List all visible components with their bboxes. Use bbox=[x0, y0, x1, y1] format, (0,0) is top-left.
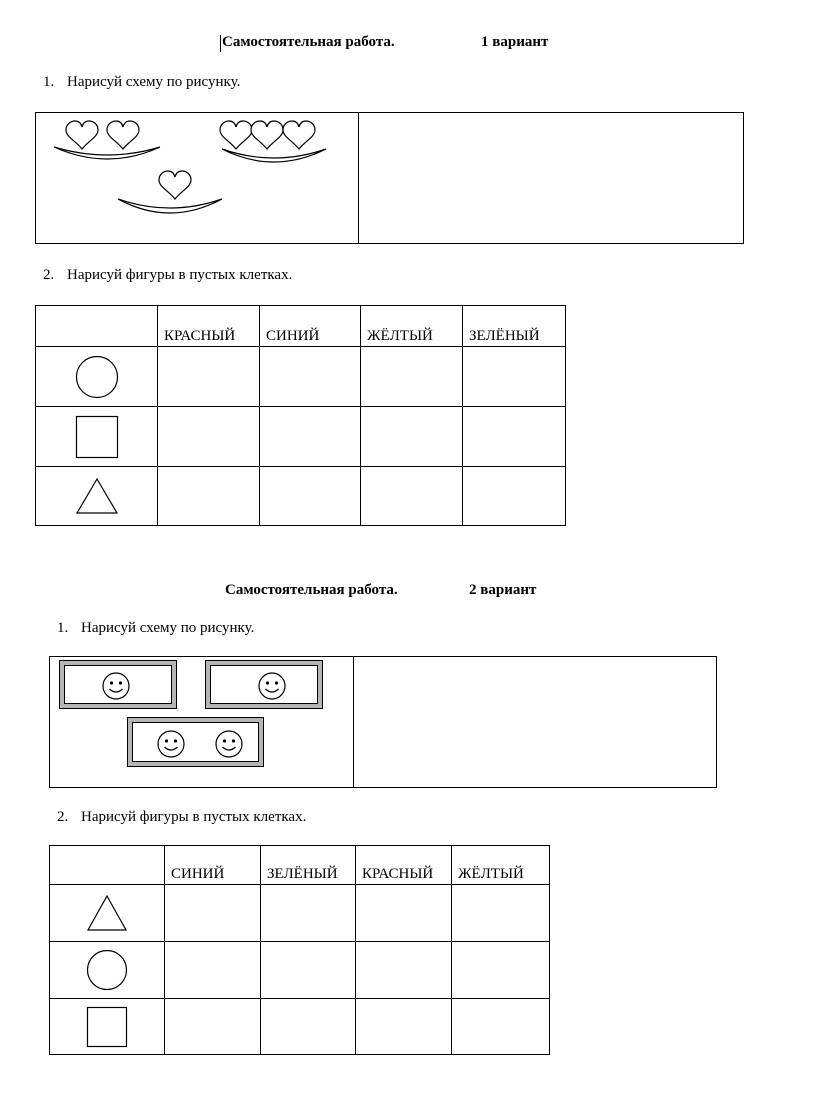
v1-heart-group-1 bbox=[118, 171, 222, 213]
answer-cell[interactable] bbox=[165, 942, 261, 999]
answer-cell[interactable] bbox=[165, 885, 261, 942]
table-row bbox=[36, 347, 566, 407]
answer-cell[interactable] bbox=[463, 467, 566, 526]
heart-icon bbox=[283, 121, 315, 149]
heart-icon bbox=[159, 171, 191, 199]
answer-cell[interactable] bbox=[158, 347, 260, 407]
v2-variant-label: 2 вариант bbox=[469, 582, 537, 598]
answer-cell[interactable] bbox=[463, 407, 566, 467]
v2-task2-text: Нарисуй фигуры в пустых клетках. bbox=[81, 809, 307, 825]
smiley-icon bbox=[214, 729, 244, 759]
shape-cell bbox=[50, 942, 165, 999]
v2-shapes-table bbox=[49, 845, 550, 1055]
v2-color-header: ЖЁЛТЫЙ bbox=[452, 846, 550, 885]
v2-smiley-box-3 bbox=[127, 717, 264, 767]
answer-cell[interactable] bbox=[452, 942, 550, 999]
shape-cell bbox=[50, 885, 165, 942]
table-header-row bbox=[36, 306, 566, 347]
smiley-icon bbox=[156, 729, 186, 759]
v1-heart-group-3 bbox=[220, 121, 326, 162]
table-header-row bbox=[50, 846, 550, 885]
shape-cell bbox=[36, 347, 158, 407]
table-row bbox=[36, 467, 566, 526]
answer-cell[interactable] bbox=[356, 885, 452, 942]
plate-icon bbox=[54, 147, 160, 159]
square-icon bbox=[73, 413, 121, 461]
square-icon bbox=[84, 1004, 130, 1050]
v2-smiley-box-2 bbox=[205, 660, 323, 709]
answer-cell[interactable] bbox=[165, 999, 261, 1055]
answer-cell[interactable] bbox=[261, 999, 356, 1055]
v1-color-header: ЗЕЛЁНЫЙ bbox=[463, 306, 566, 347]
v2-color-header: СИНИЙ bbox=[165, 846, 261, 885]
v1-heart-group-2 bbox=[54, 121, 160, 159]
v2-task2 bbox=[57, 809, 306, 826]
smiley-icon bbox=[101, 671, 131, 701]
answer-cell[interactable] bbox=[158, 467, 260, 526]
text-cursor bbox=[220, 35, 221, 52]
answer-cell[interactable] bbox=[361, 407, 463, 467]
v1-task1 bbox=[43, 74, 240, 91]
table-row bbox=[50, 942, 550, 999]
shape-cell bbox=[36, 467, 158, 526]
circle-icon bbox=[84, 947, 130, 993]
v2-title: Самостоятельная работа. bbox=[225, 582, 398, 598]
v2-task1 bbox=[57, 620, 254, 637]
answer-cell[interactable] bbox=[356, 999, 452, 1055]
answer-cell[interactable] bbox=[158, 407, 260, 467]
heart-icon bbox=[66, 121, 98, 149]
shape-cell bbox=[50, 999, 165, 1055]
v1-color-header: СИНИЙ bbox=[260, 306, 361, 347]
table-row bbox=[36, 407, 566, 467]
answer-cell[interactable] bbox=[463, 347, 566, 407]
v1-scheme-divider bbox=[358, 113, 359, 243]
answer-cell[interactable] bbox=[452, 885, 550, 942]
v1-shapes-table bbox=[35, 305, 566, 526]
table-corner-cell bbox=[50, 846, 165, 885]
heart-icon bbox=[251, 121, 283, 149]
v1-task1-text: Нарисуй схему по рисунку. bbox=[67, 74, 241, 90]
answer-cell[interactable] bbox=[260, 347, 361, 407]
v2-smiley-box-1 bbox=[59, 660, 177, 709]
heart-icon bbox=[220, 121, 252, 149]
v1-title: Самостоятельная работа. bbox=[222, 34, 395, 50]
table-row bbox=[50, 999, 550, 1055]
v1-variant-label: 1 вариант bbox=[481, 34, 549, 50]
shape-cell bbox=[36, 407, 158, 467]
triangle-icon bbox=[84, 892, 130, 934]
v1-task2-text: Нарисуй фигуры в пустых клетках. bbox=[67, 267, 293, 283]
answer-cell[interactable] bbox=[361, 347, 463, 407]
v2-scheme-divider bbox=[353, 657, 354, 787]
v2-task1-text: Нарисуй схему по рисунку. bbox=[81, 620, 255, 636]
plate-icon bbox=[222, 149, 326, 162]
triangle-icon bbox=[73, 474, 121, 518]
answer-cell[interactable] bbox=[361, 467, 463, 526]
answer-cell[interactable] bbox=[356, 942, 452, 999]
v2-task2-number: 2. bbox=[57, 809, 69, 825]
smiley-icon bbox=[257, 671, 287, 701]
plate-icon bbox=[118, 199, 222, 213]
answer-cell[interactable] bbox=[260, 467, 361, 526]
v2-scheme-frame bbox=[49, 656, 717, 788]
table-row bbox=[50, 885, 550, 942]
table-corner-cell bbox=[36, 306, 158, 347]
v2-task1-number: 1. bbox=[57, 620, 69, 636]
answer-cell[interactable] bbox=[452, 999, 550, 1055]
answer-cell[interactable] bbox=[261, 885, 356, 942]
v1-task2 bbox=[43, 267, 292, 284]
v1-color-header: ЖЁЛТЫЙ bbox=[361, 306, 463, 347]
v2-color-header: КРАСНЫЙ bbox=[356, 846, 452, 885]
circle-icon bbox=[73, 353, 121, 401]
answer-cell[interactable] bbox=[261, 942, 356, 999]
v1-hearts-picture bbox=[36, 113, 358, 243]
answer-cell[interactable] bbox=[260, 407, 361, 467]
v1-color-header: КРАСНЫЙ bbox=[158, 306, 260, 347]
v1-task2-number: 2. bbox=[43, 267, 55, 283]
v1-task1-number: 1. bbox=[43, 74, 55, 90]
v2-color-header: ЗЕЛЁНЫЙ bbox=[261, 846, 356, 885]
v1-scheme-frame bbox=[35, 112, 744, 244]
heart-icon bbox=[107, 121, 139, 149]
